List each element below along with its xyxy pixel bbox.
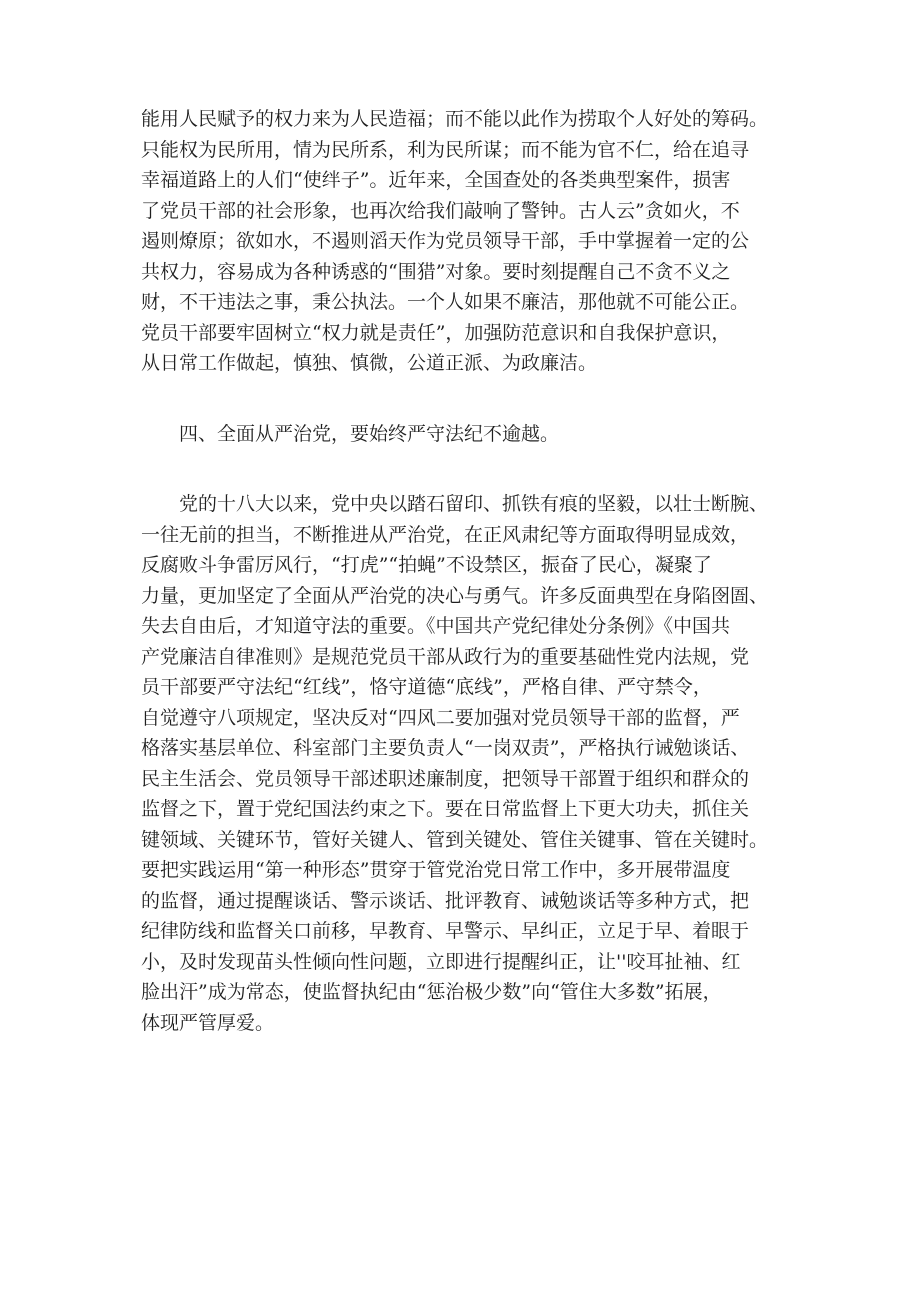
text-line: 只能权为民所用，情为民所系，利为民所谋；而不能为官不仁，给在追寻 xyxy=(141,138,750,161)
text-line: 从日常工作做起，慎独、慎微，公道正派、为政廉洁。 xyxy=(141,352,598,374)
section-heading-paragraph xyxy=(141,419,801,450)
text-line: 要把实践运用“第一种形态”贯穿于管党治党日常工作中，多开展带温度 xyxy=(141,859,731,881)
text-line: 共权力，容易成为各种诱惑的“围猎”对象。要时刻提醒自己不贪不义之 xyxy=(141,260,731,283)
text-line: 一往无前的担当，不断推进从严治党，在正风肃纪等方面取得明显成效， xyxy=(141,523,750,546)
text-line: 小，及时发现苗头性倾向性问题，立即进行提醒纠正，让''咬耳扯袖、红 xyxy=(141,950,741,973)
text-line: 监督之下，置于党纪国法约束之下。要在日常监督上下更大功夫，抓住关 xyxy=(141,798,750,820)
section-heading: 四、全面从严治党，要始终严守法纪不逾越。 xyxy=(179,422,560,445)
text-line: 的监督，通过提醒谈话、警示谈话、批评教育、诫勉谈话等多种方式，把 xyxy=(141,889,750,912)
text-line: 财，不干违法之事，秉公执法。一个人如果不廉洁，那他就不可能公正。 xyxy=(141,291,750,313)
text-line: 遏则燎原；欲如水，不遏则滔天作为党员领导干部，手中掌握着一定的公 xyxy=(141,230,750,252)
text-line: 幸福道路上的人们“使绊子”。近年来，全国查处的各类典型案件，损害 xyxy=(141,169,731,191)
text-line: 反腐败斗争雷厉风行，“打虎”“拍蝇”不设禁区，振奋了民心，凝聚了 xyxy=(141,554,712,576)
text-line: 力量，更加坚定了全面从严治党的决心与勇气。许多反面典型在身陷囹圄、 xyxy=(141,584,769,607)
text-line: 员干部要严守法纪“红线”，恪守道德“底线”，严格自律、严守禁令， xyxy=(141,676,712,698)
text-line: 了党员干部的社会形象，也再次给我们敲响了警钟。古人云”贪如火，不 xyxy=(141,199,740,222)
text-line: 体现严管厚爱。 xyxy=(141,1011,275,1034)
text-line: 党员干部要牢固树立“权力就是责任”，加强防范意识和自我保护意识， xyxy=(141,321,731,344)
text-line: 党的十八大以来，党中央以踏石留印、抓铁有痕的坚毅，以壮士断腕、 xyxy=(179,493,769,515)
text-line: 脸出汗”成为常态，使监督执纪由“惩治极少数”向“管住大多数”拓展， xyxy=(141,981,722,1003)
document-body xyxy=(141,104,801,1038)
paragraph-1 xyxy=(141,104,801,379)
text-line: 纪律防线和监督关口前移，早教育、早警示、早纠正，立足于早、着眼于 xyxy=(141,920,750,942)
text-line: 能用人民赋予的权力来为人民造福；而不能以此作为捞取个人好处的筹码。 xyxy=(141,108,769,130)
text-line: 失去自由后，才知道守法的重要。《中国共产党纪律处分条例》《中国共 xyxy=(141,615,731,637)
text-line: 格落实基层单位、科室部门主要负责人“一岗双责”，严格执行诫勉谈话、 xyxy=(141,737,750,759)
text-line: 键领域、关键环节，管好关键人、管到关键处、管住关键事、管在关键时。 xyxy=(141,828,769,851)
text-line: 自觉遵守八项规定，坚决反对“四风二要加强对党员领导干部的监督，严 xyxy=(141,706,740,729)
text-line: 产党廉洁自律准则》是规范党员干部从政行为的重要基础性党内法规，党 xyxy=(141,645,750,668)
text-line: 民主生活会、党员领导干部述职述廉制度，把领导干部置于组织和群众的 xyxy=(141,767,750,790)
paragraph-2 xyxy=(141,489,801,1038)
